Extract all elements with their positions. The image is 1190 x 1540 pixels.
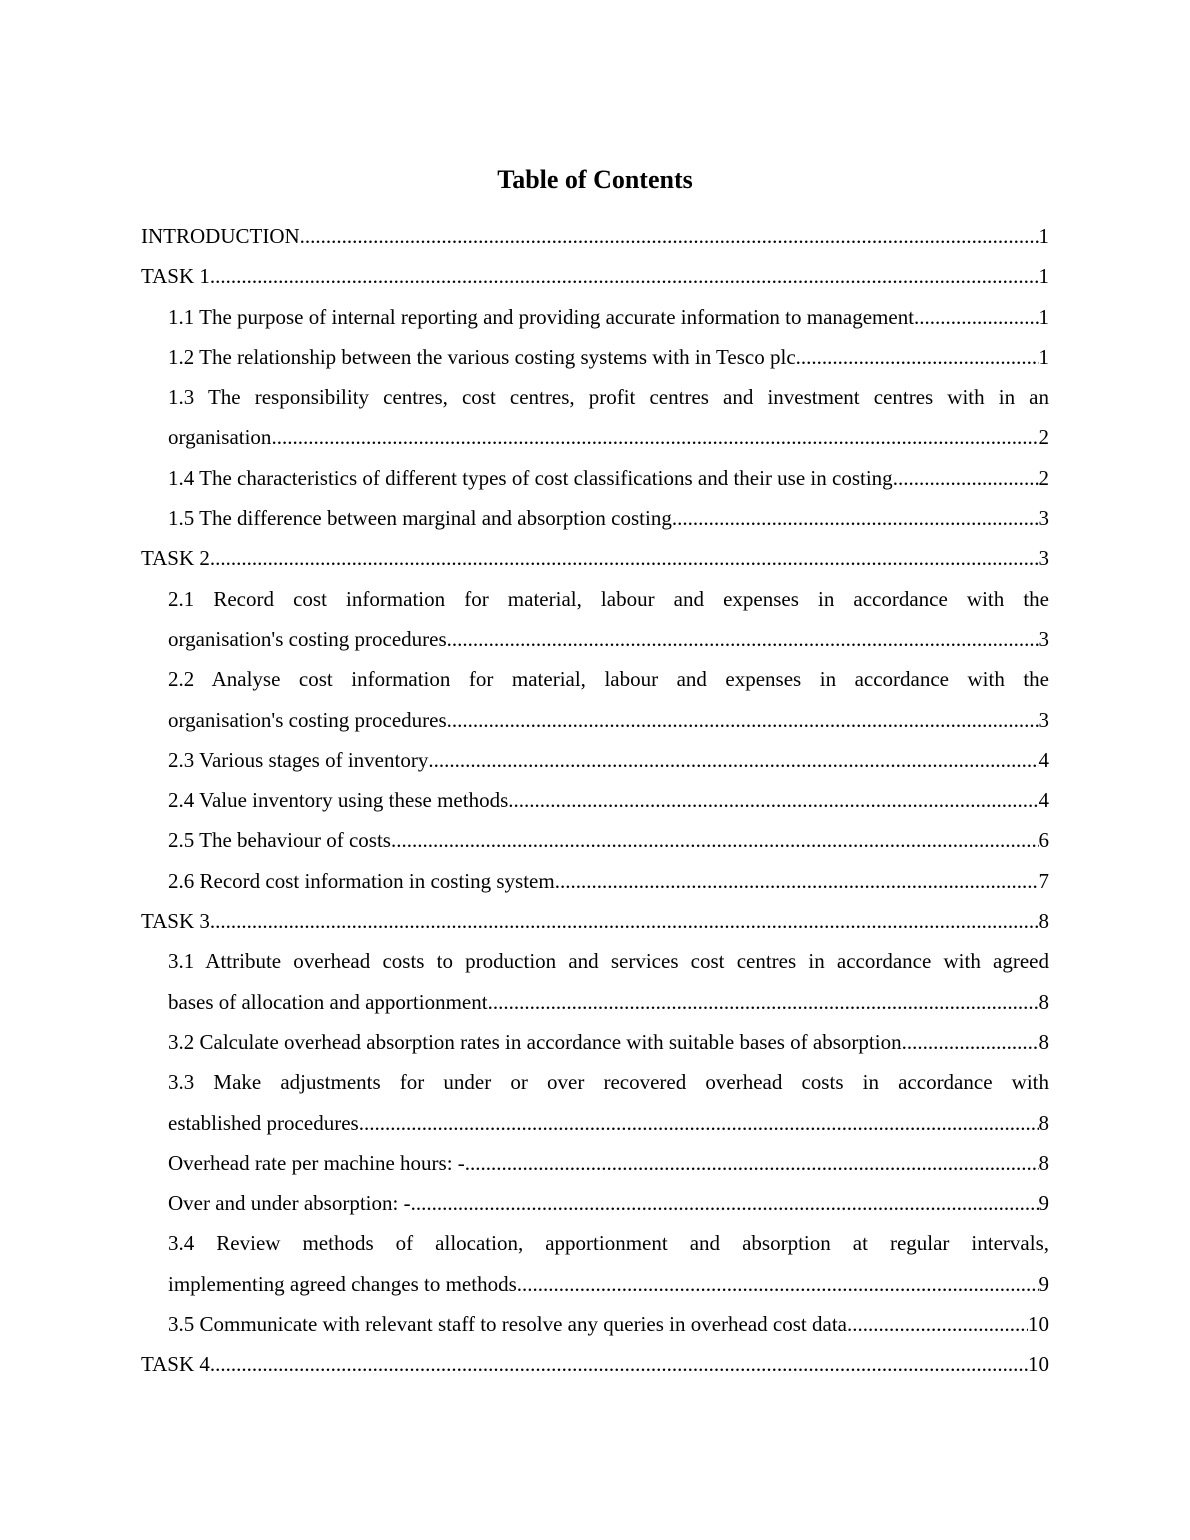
dot-leader [517,1264,1039,1304]
toc-entry-text: TASK 3 [141,909,210,934]
dot-leader [428,740,1038,780]
dot-leader [555,861,1039,901]
dot-leader [672,498,1039,538]
toc-entry-line [141,538,1049,578]
toc-entry-text: 1.4 The characteristics of different types of cost classifications and their use in costing [168,465,893,490]
toc-entry-line [168,1183,1049,1223]
toc-entry-text: implementing agreed changes to methods [168,1271,517,1296]
toc-entry-line [168,297,1049,337]
toc-entry[interactable] [141,216,1049,256]
toc-entry-first-line: 2.1 Record cost information for material, labour and expenses in accordance with the [168,586,1049,611]
toc-entry[interactable] [168,780,1049,820]
toc-page-number: 3 [1038,546,1049,571]
toc-entry-text: TASK 2 [141,546,210,571]
toc-entry-first-line: 1.3 The responsibility centres, cost centres, profit centres and investment centres with in an [168,385,1049,410]
dot-leader [465,1143,1039,1183]
toc-list [141,216,1049,1385]
toc-entry-text: 2.4 Value inventory using these methods [168,788,509,813]
toc-entry-first-line: 3.1 Attribute overhead costs to production and services cost centres in accordance with agreed [168,949,1049,974]
dot-leader [893,458,1039,498]
dot-leader [796,337,1039,377]
toc-entry[interactable] [168,941,1049,1022]
toc-entry[interactable] [141,1344,1049,1384]
toc-page-number: 3 [1038,626,1049,651]
toc-entry[interactable] [141,256,1049,296]
toc-entry[interactable] [168,1223,1049,1304]
toc-entry-line [168,820,1049,860]
dot-leader [447,700,1039,740]
toc-page-number: 4 [1038,747,1049,772]
dot-leader [210,901,1039,941]
toc-entry-line [168,1264,1049,1304]
toc-entry-text: bases of allocation and apportionment [168,989,488,1014]
toc-entry-first-line: 3.4 Review methods of allocation, apportionment and absorption at regular intervals, [168,1231,1049,1256]
toc-entry-line [168,1103,1049,1143]
toc-entry[interactable] [168,861,1049,901]
toc-entry-text: TASK 1 [141,264,210,289]
toc-entry-line [168,1143,1049,1183]
toc-entry-text: Over and under absorption: - [168,1191,411,1216]
toc-page-number: 2 [1038,425,1049,450]
toc-entry[interactable] [168,498,1049,538]
toc-entry-line [141,256,1049,296]
toc-page-number: 8 [1038,1150,1049,1175]
toc-entry-text: organisation's costing procedures [168,626,447,651]
toc-entry-text: 2.3 Various stages of inventory [168,747,429,772]
toc-page-number: 8 [1038,989,1049,1014]
toc-page-number: 6 [1038,828,1049,853]
toc-entry-line [168,861,1049,901]
toc-entry-line [141,901,1049,941]
toc-entry-text: 1.1 The purpose of internal reporting and providing accurate information to management [168,304,915,329]
toc-entry-first-line: 3.3 Make adjustments for under or over recovered overhead costs in accordance with [168,1070,1049,1095]
toc-page-number: 9 [1038,1271,1049,1296]
toc-title: Table of Contents [497,165,693,194]
toc-entry-line [168,1304,1049,1344]
dot-leader [210,256,1039,296]
dot-leader [914,297,1038,337]
dot-leader [271,417,1038,457]
toc-entry[interactable] [168,740,1049,780]
toc-entry-line [168,337,1049,377]
toc-entry[interactable] [168,1062,1049,1143]
toc-page-number: 8 [1038,1110,1049,1135]
toc-page-number: 1 [1038,224,1049,248]
toc-entry[interactable] [168,1022,1049,1062]
toc-entry-text: 2.5 The behaviour of costs [168,828,391,853]
toc-entry-text: Overhead rate per machine hours: - [168,1150,465,1175]
toc-entry[interactable] [168,377,1049,458]
toc-entry-line [141,1344,1049,1384]
toc-entry[interactable] [168,297,1049,337]
toc-page-number: 10 [1028,1352,1049,1377]
toc-page-number: 8 [1038,1029,1049,1054]
toc-entry[interactable] [168,1143,1049,1183]
toc-entry-text: TASK 4 [141,1352,210,1377]
dot-leader [847,1304,1028,1344]
dot-leader [902,1022,1039,1062]
toc-page-number: 1 [1038,344,1049,369]
toc-entry-text: 3.5 Communicate with relevant staff to resolve any queries in overhead cost data [168,1312,847,1337]
toc-entry-text: 3.2 Calculate overhead absorption rates in accordance with suitable bases of absorption [168,1029,902,1054]
toc-entry-text: organisation's costing procedures [168,707,447,732]
dot-leader [359,1103,1039,1143]
toc-entry[interactable] [168,659,1049,740]
toc-entry-text: INTRODUCTION [141,224,300,248]
toc-page-number: 1 [1038,264,1049,289]
toc-entry[interactable] [168,458,1049,498]
toc-entry-text: 1.5 The difference between marginal and absorption costing [168,506,672,531]
toc-page-number: 3 [1038,707,1049,732]
toc-page-number: 4 [1038,788,1049,813]
toc-entry-line [168,417,1049,457]
dot-leader [488,982,1039,1022]
toc-page-number: 2 [1038,465,1049,490]
toc-page-number: 7 [1038,868,1049,893]
dot-leader [391,820,1039,860]
toc-entry-text: organisation [168,425,272,450]
toc-page-number: 3 [1038,506,1049,531]
toc-page-number: 10 [1028,1312,1049,1337]
toc-entry-line [168,740,1049,780]
dot-leader [210,538,1039,578]
toc-entry-line [168,458,1049,498]
dot-leader [210,1344,1028,1384]
toc-entry[interactable] [168,1183,1049,1223]
toc-entry-line [168,1022,1049,1062]
toc-page-number: 9 [1038,1191,1049,1216]
toc-entry[interactable] [168,337,1049,377]
toc-entry-line [168,700,1049,740]
dot-leader [447,619,1039,659]
dot-leader [411,1183,1039,1223]
toc-page-number: 8 [1038,909,1049,934]
dot-leader [300,216,1039,256]
toc-entry[interactable] [168,820,1049,860]
toc-entry-first-line: 2.2 Analyse cost information for material, labour and expenses in accordance with the [168,667,1049,692]
toc-entry-text: 1.2 The relationship between the various costing systems with in Tesco plc [168,344,796,369]
toc-entry-text: established procedures [168,1110,359,1135]
toc-entry-line [168,780,1049,820]
toc-entry-line [168,498,1049,538]
toc-entry[interactable] [168,1304,1049,1344]
toc-entry-line [141,216,1049,256]
toc-entry[interactable] [168,579,1049,660]
toc-entry[interactable] [141,901,1049,941]
toc-entry[interactable] [141,538,1049,578]
toc-entry-line [168,619,1049,659]
toc-entry-line [168,982,1049,1022]
toc-entry-text: 2.6 Record cost information in costing system [168,868,555,893]
dot-leader [508,780,1038,820]
toc-page-number: 1 [1038,304,1049,329]
